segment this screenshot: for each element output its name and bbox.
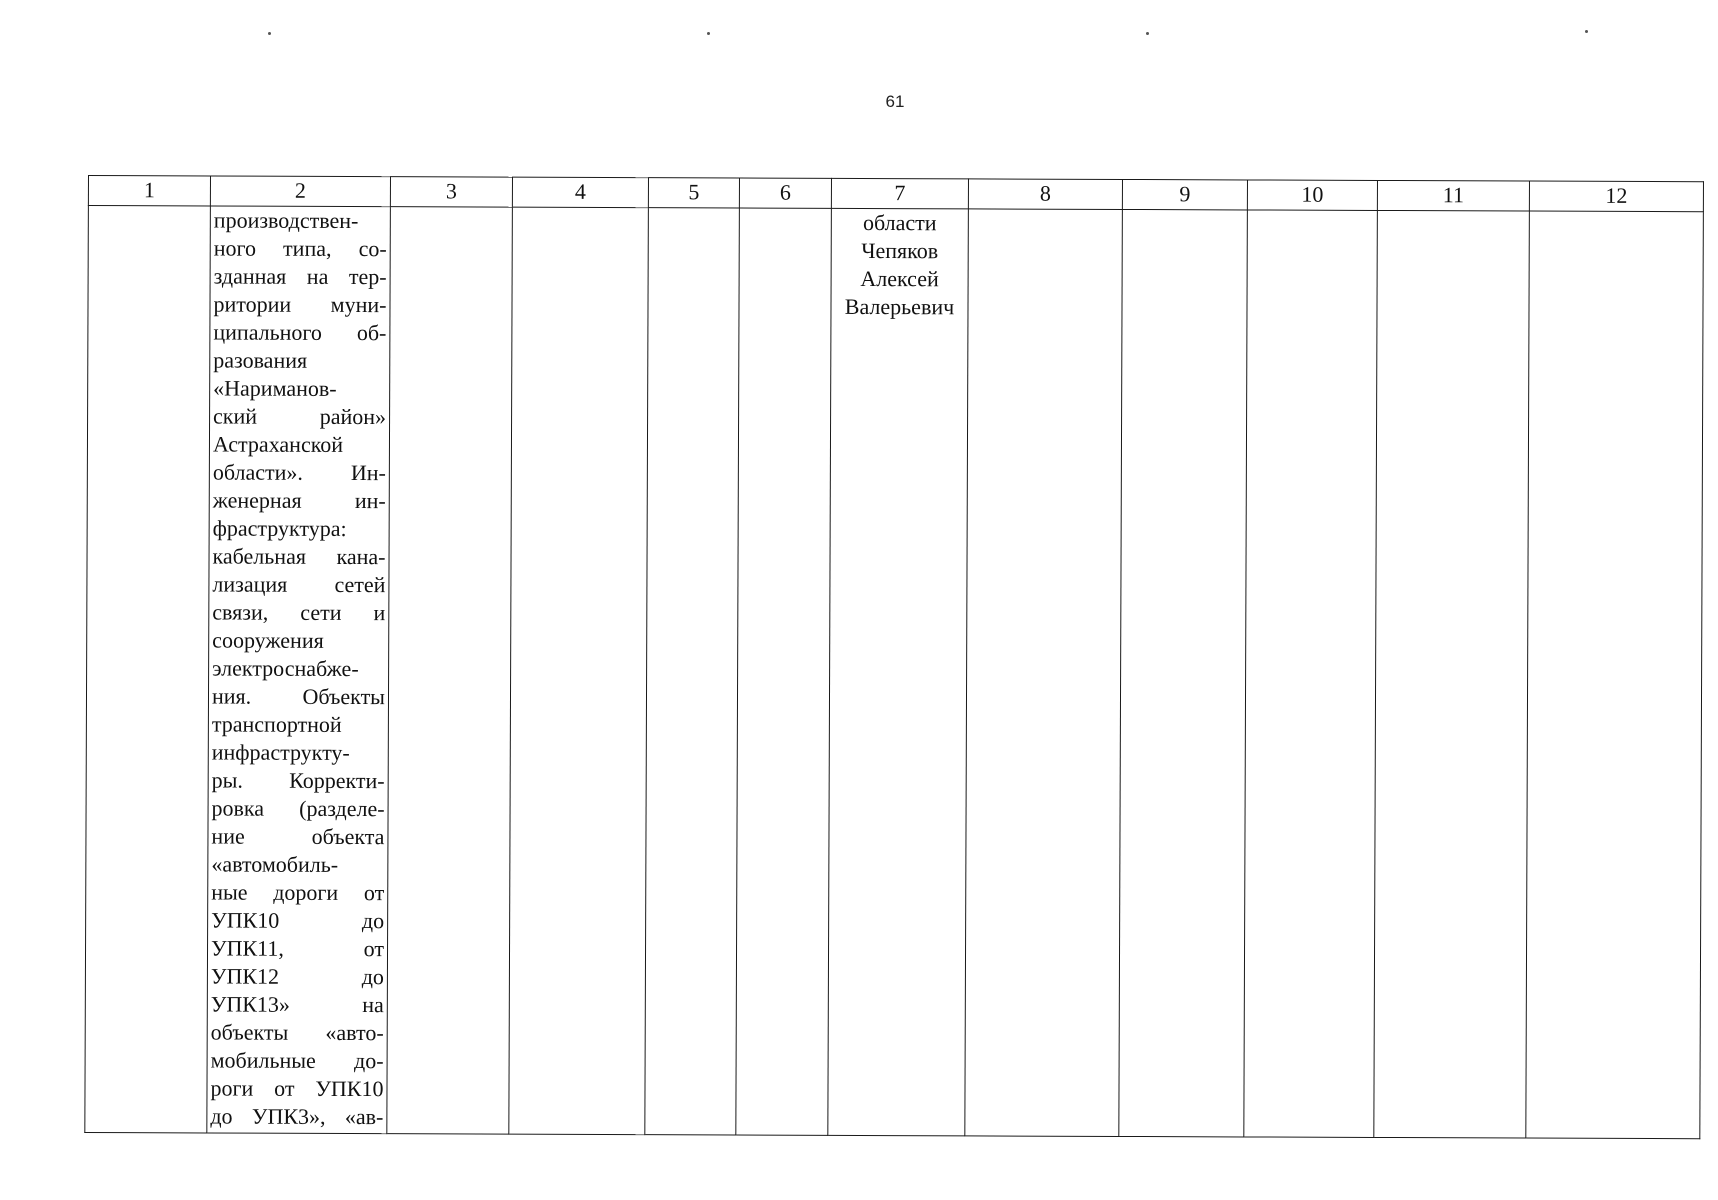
description-line: до УПК3», «ав- [210, 1103, 384, 1130]
description-line: ритории муни- [213, 291, 387, 318]
cell-col-9 [1119, 209, 1248, 1136]
cell-col-8 [965, 209, 1123, 1137]
description-line: ровка (разделе- [211, 795, 385, 822]
description-line: зданная на тер- [213, 263, 387, 290]
description-line: ния. Объекты [211, 683, 386, 710]
description-line: ры. Корректи- [211, 767, 385, 794]
cell-col-7-responsible [828, 208, 969, 1136]
header-cell: 6 [739, 178, 831, 208]
description-line: фраструктура: [212, 515, 347, 541]
scan-speck [1585, 30, 1588, 33]
description-line: ние объекта [211, 823, 385, 850]
page-number: 61 [885, 92, 905, 111]
description-line: ципального об- [213, 319, 387, 346]
header-cell: 5 [648, 178, 739, 208]
description-line: объекты «авто- [210, 1019, 384, 1046]
cell-col-1 [85, 206, 211, 1133]
header-cell: 12 [1529, 181, 1703, 212]
document-table [84, 175, 1704, 1139]
description-line: производствен- [213, 207, 359, 234]
description-line: инфраструкту- [211, 739, 350, 766]
description-line: сооружения [212, 627, 324, 653]
description-line: УПК10 до [211, 907, 385, 934]
description-line: Астраханской [212, 431, 344, 457]
cell-col-12 [1526, 211, 1704, 1139]
scan-speck [268, 32, 271, 35]
header-cell: 3 [390, 177, 512, 207]
responsible-line: области [862, 209, 937, 236]
cell-col-11 [1374, 210, 1530, 1138]
responsible-line: Валерьевич [844, 293, 955, 320]
header-cell: 1 [88, 176, 210, 206]
cell-col-10 [1244, 210, 1378, 1137]
description-line: ский район» [213, 403, 387, 430]
description-line: женерная ин- [212, 487, 386, 514]
table-row [85, 206, 1704, 1139]
responsible-line: Алексей [860, 265, 939, 292]
header-cell: 9 [1122, 179, 1247, 209]
description-line: УПК11, от [210, 935, 385, 962]
description-line: «Нариманов- [213, 375, 337, 401]
header-cell: 8 [968, 179, 1122, 210]
cell-col-5 [645, 208, 740, 1135]
description-line: УПК13» на [210, 991, 384, 1018]
scan-speck [707, 32, 710, 35]
cell-col-6 [736, 208, 832, 1135]
cell-col-4 [509, 207, 649, 1135]
cell-col-2-description [207, 206, 391, 1134]
header-cell: 10 [1247, 180, 1377, 210]
header-cell: 4 [512, 177, 648, 208]
header-cell: 7 [831, 178, 968, 209]
description-line: области». Ин- [212, 459, 386, 486]
responsible-line: Чепяков [861, 237, 939, 264]
description-line: лизация сетей [212, 571, 386, 598]
description-line: УПК12 до [210, 963, 384, 990]
description-line: электроснабже- [212, 655, 359, 682]
description-line: разования [213, 347, 308, 373]
cell-col-3 [387, 207, 513, 1134]
description-line: кабельная кана- [212, 543, 386, 570]
scan-speck [1146, 32, 1149, 35]
description-line: «автомобиль- [211, 851, 339, 877]
header-cell: 2 [210, 176, 390, 207]
description-line: ные дороги от [211, 879, 385, 906]
description-line: мобильные до- [210, 1047, 384, 1074]
description-line: транспортной [211, 711, 342, 737]
description-line: роги от УПК10 [210, 1075, 384, 1102]
description-line: связи, сети и [212, 599, 386, 626]
description-line: ного типа, со- [213, 235, 387, 262]
header-cell: 11 [1377, 180, 1529, 211]
